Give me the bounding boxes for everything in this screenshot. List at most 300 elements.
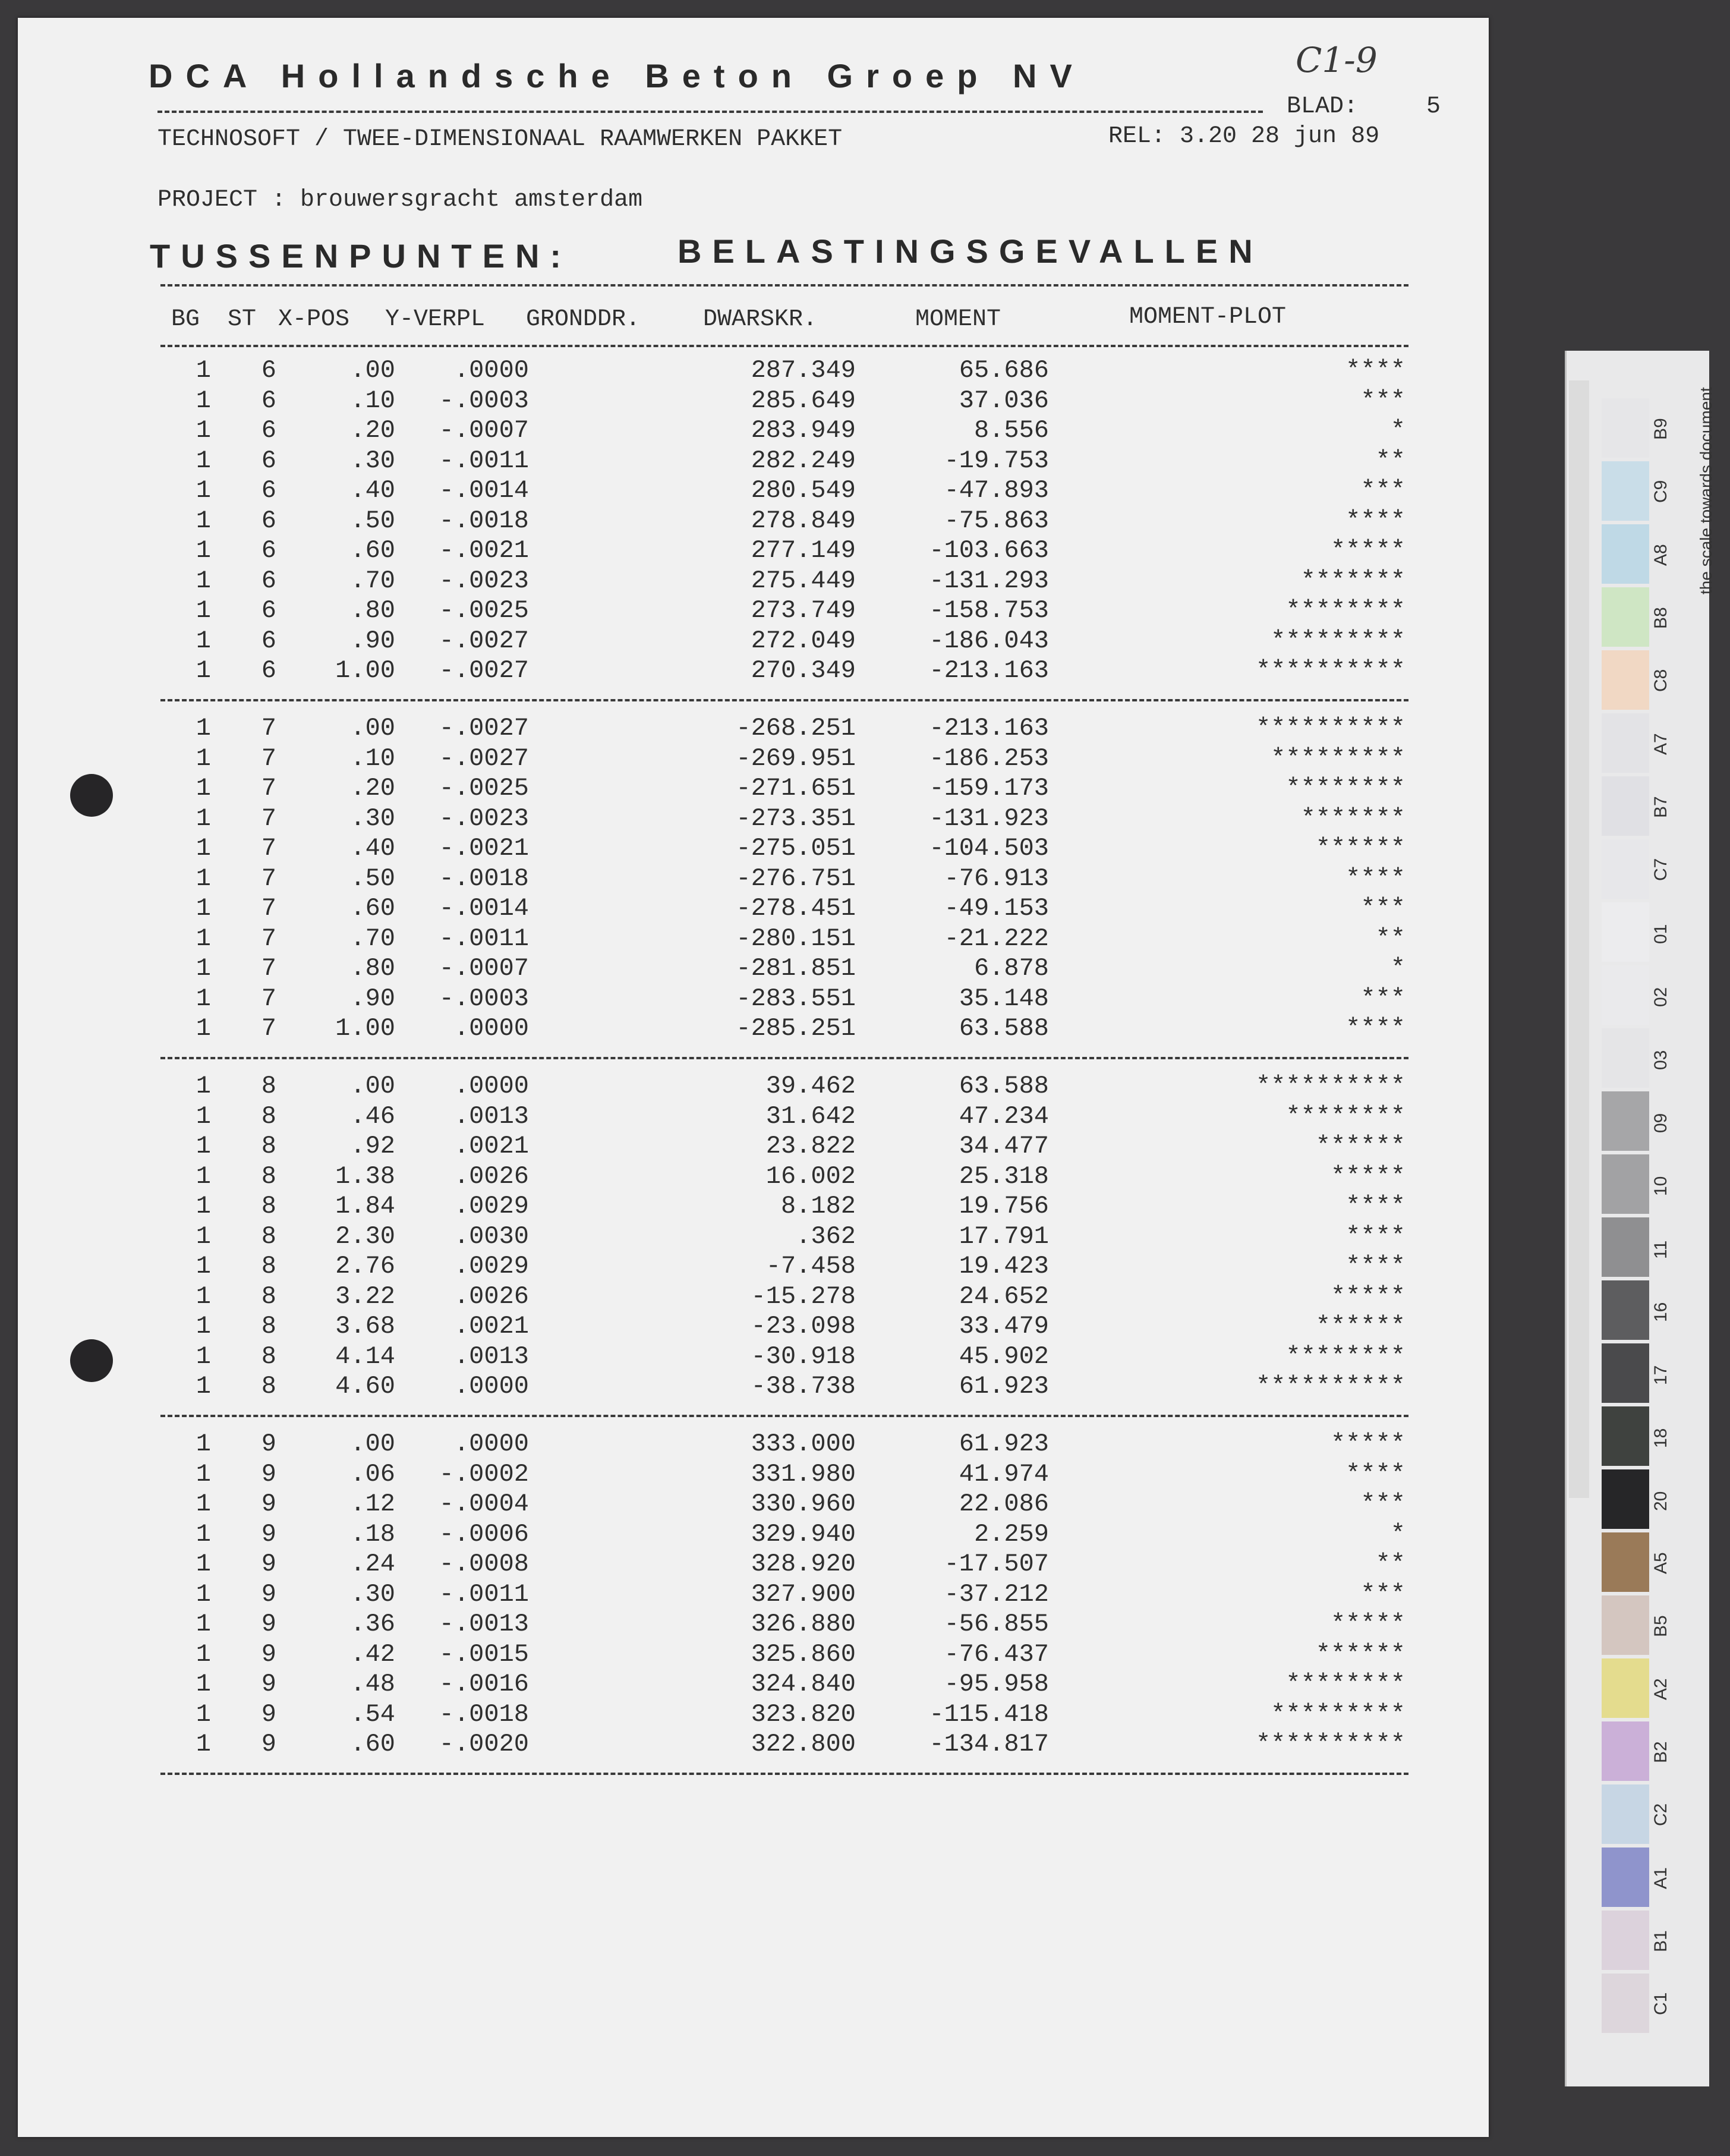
table-row <box>152 506 1406 536</box>
data-table-group <box>152 1071 1406 1402</box>
dwarskr-cell: 277.149 <box>751 536 856 565</box>
st-cell: 9 <box>261 1519 276 1548</box>
moment-plot-cell: ****** <box>1315 1639 1406 1669</box>
color-patch <box>1602 1532 1649 1592</box>
table-row <box>152 984 1406 1014</box>
dwarskr-cell: 329.940 <box>751 1519 856 1548</box>
bg-cell: 1 <box>196 1222 211 1251</box>
xpos-cell: .42 <box>350 1639 395 1669</box>
xpos-cell: 1.00 <box>335 1014 395 1043</box>
moment-cell: -134.817 <box>929 1730 1049 1758</box>
st-cell: 8 <box>261 1162 276 1191</box>
yverpl-cell: -.0004 <box>439 1490 529 1518</box>
st-cell: 7 <box>261 774 276 802</box>
xpos-cell: .10 <box>350 386 395 415</box>
yverpl-cell: -.0025 <box>439 596 529 625</box>
yverpl-cell: -.0003 <box>439 386 529 415</box>
moment-plot-cell: *** <box>1360 386 1406 415</box>
table-row <box>152 1729 1406 1760</box>
st-cell: 7 <box>261 714 276 742</box>
dwarskr-cell: 278.849 <box>751 506 856 535</box>
moment-plot-cell: ***** <box>1330 1610 1406 1638</box>
moment-cell: -17.507 <box>944 1550 1049 1578</box>
moment-cell: 61.923 <box>959 1430 1049 1458</box>
table-row <box>152 1639 1406 1670</box>
moment-plot-cell: ******* <box>1300 804 1406 833</box>
dwarskr-cell: 333.000 <box>751 1430 856 1458</box>
color-patch-label: A2 <box>1651 1678 1671 1700</box>
bg-cell: 1 <box>196 834 211 863</box>
moment-plot-cell: ******* <box>1300 566 1406 595</box>
table-row <box>152 1429 1406 1459</box>
moment-plot-cell: **** <box>1345 1459 1406 1488</box>
table-row <box>152 536 1406 566</box>
dwarskr-cell: 282.249 <box>751 446 856 475</box>
moment-cell: -115.418 <box>929 1699 1049 1729</box>
yverpl-cell: .0000 <box>453 1430 529 1458</box>
moment-cell: 63.588 <box>959 1072 1049 1100</box>
xpos-cell: .54 <box>350 1699 395 1729</box>
punch-hole <box>70 774 113 817</box>
bg-cell: 1 <box>196 1282 211 1311</box>
table-row <box>152 1699 1406 1730</box>
moment-plot-cell: **** <box>1345 1014 1406 1043</box>
bg-cell: 1 <box>196 1550 211 1578</box>
bg-cell: 1 <box>196 1132 211 1160</box>
table-row <box>152 1282 1406 1312</box>
table-row <box>152 1489 1406 1519</box>
header-divider <box>157 111 1263 113</box>
st-cell: 6 <box>261 386 276 415</box>
yverpl-cell: -.0013 <box>439 1610 529 1638</box>
moment-cell: 8.556 <box>973 416 1049 445</box>
color-patch <box>1602 1343 1649 1403</box>
xpos-cell: .20 <box>350 416 395 445</box>
moment-plot-cell: **** <box>1345 864 1406 893</box>
table-row <box>152 773 1406 804</box>
moment-cell: -104.503 <box>929 834 1049 863</box>
moment-cell: -37.212 <box>944 1579 1049 1609</box>
st-cell: 8 <box>261 1132 276 1160</box>
bg-cell: 1 <box>196 656 211 685</box>
bg-cell: 1 <box>196 954 211 983</box>
release-info: REL: 3.20 28 jun 89 <box>1108 123 1380 150</box>
moment-plot-cell: *** <box>1360 1490 1406 1518</box>
st-cell: 8 <box>261 1222 276 1251</box>
moment-plot-cell: **** <box>1345 1222 1406 1251</box>
st-cell: 6 <box>261 416 276 445</box>
moment-cell: -213.163 <box>929 714 1049 742</box>
yverpl-cell: .0026 <box>453 1162 529 1191</box>
moment-cell: 47.234 <box>959 1101 1049 1131</box>
dwarskr-cell: -15.278 <box>751 1282 856 1311</box>
bg-cell: 1 <box>196 1579 211 1609</box>
color-patch <box>1602 1406 1649 1466</box>
bg-cell: 1 <box>196 1670 211 1698</box>
dwarskr-cell: 324.840 <box>751 1670 856 1698</box>
col-header-moment-plot: MOMENT-PLOT <box>1129 304 1287 331</box>
yverpl-cell: .0013 <box>453 1342 529 1371</box>
moment-plot-cell: ******** <box>1285 1342 1406 1371</box>
table-row <box>152 1311 1406 1342</box>
table-row <box>152 1162 1406 1192</box>
dwarskr-cell: -285.251 <box>736 1014 856 1043</box>
table-row <box>152 355 1406 386</box>
xpos-cell: .36 <box>350 1610 395 1638</box>
bg-cell: 1 <box>196 1519 211 1548</box>
dwarskr-cell: -283.551 <box>736 984 856 1013</box>
ruler <box>1569 380 1589 1498</box>
dwarskr-cell: -268.251 <box>736 714 856 742</box>
st-cell: 9 <box>261 1639 276 1669</box>
color-patch <box>1602 398 1649 458</box>
moment-plot-cell: ********* <box>1271 626 1406 655</box>
moment-cell: 61.923 <box>959 1372 1049 1400</box>
moment-cell: -186.253 <box>929 744 1049 773</box>
st-cell: 7 <box>261 954 276 983</box>
dwarskr-cell: 327.900 <box>751 1579 856 1609</box>
color-patch-label: B2 <box>1651 1741 1671 1763</box>
moment-plot-cell: * <box>1390 954 1406 983</box>
bg-cell: 1 <box>196 1342 211 1371</box>
table-row <box>152 1609 1406 1639</box>
xpos-cell: .90 <box>350 626 395 655</box>
st-cell: 9 <box>261 1699 276 1729</box>
color-patch-label: B7 <box>1651 796 1671 818</box>
table-row <box>152 1222 1406 1252</box>
st-cell: 8 <box>261 1312 276 1340</box>
xpos-cell: .00 <box>350 714 395 742</box>
moment-plot-cell: ********** <box>1255 714 1406 742</box>
bg-cell: 1 <box>196 1101 211 1131</box>
bg-cell: 1 <box>196 1699 211 1729</box>
bg-cell: 1 <box>196 476 211 505</box>
moment-cell: 25.318 <box>959 1162 1049 1191</box>
color-patch <box>1602 1721 1649 1781</box>
dwarskr-cell: -273.351 <box>736 804 856 833</box>
bg-cell: 1 <box>196 1072 211 1100</box>
st-cell: 6 <box>261 626 276 655</box>
bg-cell: 1 <box>196 1192 211 1220</box>
color-patch-label: A8 <box>1651 544 1671 566</box>
st-cell: 7 <box>261 804 276 833</box>
st-cell: 7 <box>261 834 276 863</box>
bg-cell: 1 <box>196 894 211 923</box>
color-patch <box>1602 1658 1649 1718</box>
col-header-dwarskr: DWARSKR. <box>703 306 818 333</box>
st-cell: 7 <box>261 984 276 1013</box>
xpos-cell: 4.60 <box>335 1372 395 1400</box>
xpos-cell: .06 <box>350 1459 395 1488</box>
bg-cell: 1 <box>196 506 211 535</box>
dwarskr-cell: 273.749 <box>751 596 856 625</box>
col-header-bg: BG <box>171 306 200 333</box>
xpos-cell: .50 <box>350 506 395 535</box>
yverpl-cell: .0030 <box>453 1222 529 1251</box>
col-header-st: ST <box>228 306 257 333</box>
dwarskr-cell: 275.449 <box>751 566 856 595</box>
color-patch-label: C1 <box>1651 1992 1671 2015</box>
dwarskr-cell: -275.051 <box>736 834 856 863</box>
bg-cell: 1 <box>196 714 211 742</box>
moment-cell: -56.855 <box>944 1610 1049 1638</box>
dwarskr-cell: 330.960 <box>751 1490 856 1518</box>
color-patch-label: A5 <box>1651 1552 1671 1574</box>
moment-cell: 22.086 <box>959 1490 1049 1518</box>
yverpl-cell: .0000 <box>453 1014 529 1043</box>
color-patch-label: 16 <box>1651 1302 1671 1322</box>
color-patch <box>1602 1784 1649 1844</box>
bg-cell: 1 <box>196 356 211 385</box>
color-patch-label: 17 <box>1651 1365 1671 1385</box>
xpos-cell: 3.68 <box>335 1312 395 1340</box>
st-cell: 9 <box>261 1610 276 1638</box>
table-row <box>152 656 1406 686</box>
color-patch <box>1602 1280 1649 1340</box>
moment-cell: -103.663 <box>929 536 1049 565</box>
moment-cell: 34.477 <box>959 1132 1049 1160</box>
xpos-cell: .00 <box>350 356 395 385</box>
st-cell: 8 <box>261 1101 276 1131</box>
color-patch <box>1602 902 1649 962</box>
dwarskr-cell: 287.349 <box>751 356 856 385</box>
dwarskr-cell: 285.649 <box>751 386 856 415</box>
table-row <box>152 1101 1406 1132</box>
dwarskr-cell: -38.738 <box>751 1372 856 1400</box>
table-row <box>152 566 1406 596</box>
color-patch <box>1602 713 1649 773</box>
yverpl-cell: -.0023 <box>439 566 529 595</box>
xpos-cell: 2.76 <box>335 1252 395 1280</box>
yverpl-cell: .0013 <box>453 1101 529 1131</box>
bg-cell: 1 <box>196 1639 211 1669</box>
moment-plot-cell: *** <box>1360 894 1406 923</box>
color-patch <box>1602 524 1649 584</box>
dwarskr-cell: -281.851 <box>736 954 856 983</box>
table-row <box>152 596 1406 626</box>
xpos-cell: .00 <box>350 1072 395 1100</box>
table-row <box>152 476 1406 506</box>
moment-cell: 45.902 <box>959 1342 1049 1371</box>
color-patch <box>1602 587 1649 647</box>
group-divider <box>160 1773 1408 1775</box>
yverpl-cell: -.0003 <box>439 984 529 1013</box>
moment-plot-cell: ** <box>1375 446 1406 475</box>
table-row <box>152 1549 1406 1579</box>
yverpl-cell: .0000 <box>453 356 529 385</box>
color-patch-label: B1 <box>1651 1930 1671 1952</box>
st-cell: 6 <box>261 656 276 685</box>
dwarskr-cell: 16.002 <box>765 1162 856 1191</box>
moment-plot-cell: ******** <box>1285 596 1406 625</box>
color-patch <box>1602 1217 1649 1277</box>
col-header-xpos: X-POS <box>278 306 350 333</box>
moment-plot-cell: **** <box>1345 1192 1406 1220</box>
moment-plot-cell: ** <box>1375 1550 1406 1578</box>
col-header-yverpl: Y-VERPL <box>385 306 486 333</box>
st-cell: 6 <box>261 566 276 595</box>
moment-cell: -76.913 <box>944 864 1049 893</box>
moment-plot-cell: **** <box>1345 356 1406 385</box>
bg-cell: 1 <box>196 1730 211 1758</box>
moment-cell: 63.588 <box>959 1014 1049 1043</box>
st-cell: 7 <box>261 924 276 953</box>
dwarskr-cell: -271.651 <box>736 774 856 802</box>
moment-cell: 24.652 <box>959 1282 1049 1311</box>
moment-plot-cell: ***** <box>1330 536 1406 565</box>
table-row <box>152 1131 1406 1162</box>
dwarskr-cell: 272.049 <box>751 626 856 655</box>
yverpl-cell: -.0014 <box>439 894 529 923</box>
bg-cell: 1 <box>196 566 211 595</box>
moment-plot-cell: *** <box>1360 984 1406 1013</box>
bg-cell: 1 <box>196 864 211 893</box>
yverpl-cell: -.0014 <box>439 476 529 505</box>
moment-cell: -19.753 <box>944 446 1049 475</box>
moment-plot-cell: ********** <box>1255 1730 1406 1758</box>
st-cell: 7 <box>261 1014 276 1043</box>
xpos-cell: 1.00 <box>335 656 395 685</box>
moment-cell: 17.791 <box>959 1222 1049 1251</box>
table-row <box>152 804 1406 834</box>
group-divider <box>160 1415 1408 1417</box>
bg-cell: 1 <box>196 1162 211 1191</box>
st-cell: 9 <box>261 1730 276 1758</box>
yverpl-cell: .0026 <box>453 1282 529 1311</box>
color-patch-label: A7 <box>1651 733 1671 755</box>
moment-cell: 19.423 <box>959 1252 1049 1280</box>
company-title: DCA Hollandsche Beton Groep NV <box>149 57 1085 95</box>
table-row <box>152 924 1406 954</box>
moment-cell: -21.222 <box>944 924 1049 953</box>
yverpl-cell: -.0027 <box>439 744 529 773</box>
table-row <box>152 744 1406 774</box>
yverpl-cell: -.0021 <box>439 536 529 565</box>
handwritten-reference: C1-9 <box>1296 40 1378 80</box>
yverpl-cell: -.0007 <box>439 416 529 445</box>
st-cell: 6 <box>261 596 276 625</box>
yverpl-cell: -.0027 <box>439 714 529 742</box>
yverpl-cell: -.0023 <box>439 804 529 833</box>
dwarskr-cell: 323.820 <box>751 1699 856 1729</box>
yverpl-cell: -.0011 <box>439 446 529 475</box>
yverpl-cell: -.0016 <box>439 1670 529 1698</box>
moment-cell: 37.036 <box>959 386 1049 415</box>
bg-cell: 1 <box>196 1459 211 1488</box>
moment-plot-cell: * <box>1390 1519 1406 1548</box>
dwarskr-cell: -7.458 <box>765 1252 856 1280</box>
moment-plot-cell: ***** <box>1330 1162 1406 1191</box>
moment-cell: -159.173 <box>929 774 1049 802</box>
st-cell: 9 <box>261 1490 276 1518</box>
color-patch <box>1602 965 1649 1025</box>
yverpl-cell: -.0021 <box>439 834 529 863</box>
table-row <box>152 1071 1406 1101</box>
yverpl-cell: -.0006 <box>439 1519 529 1548</box>
color-patch-label: B8 <box>1651 607 1671 629</box>
color-patch <box>1602 461 1649 521</box>
bg-cell: 1 <box>196 1490 211 1518</box>
sheet-number: 5 <box>1426 93 1441 120</box>
moment-cell: 2.259 <box>973 1519 1049 1548</box>
yverpl-cell: -.0027 <box>439 626 529 655</box>
st-cell: 8 <box>261 1252 276 1280</box>
bg-cell: 1 <box>196 386 211 415</box>
dwarskr-cell: 39.462 <box>765 1072 856 1100</box>
xpos-cell: .90 <box>350 984 395 1013</box>
color-patch <box>1602 1154 1649 1214</box>
yverpl-cell: -.0015 <box>439 1639 529 1669</box>
st-cell: 9 <box>261 1459 276 1488</box>
xpos-cell: .80 <box>350 596 395 625</box>
table-row <box>152 833 1406 864</box>
moment-cell: -131.293 <box>929 566 1049 595</box>
moment-cell: -186.043 <box>929 626 1049 655</box>
yverpl-cell: -.0018 <box>439 864 529 893</box>
bg-cell: 1 <box>196 924 211 953</box>
section-title-right: BELASTINGSGEVALLEN <box>677 232 1263 270</box>
color-patch-label: C8 <box>1651 669 1671 692</box>
table-row <box>152 386 1406 416</box>
dwarskr-cell: 270.349 <box>751 656 856 685</box>
color-patch-label: 20 <box>1651 1491 1671 1511</box>
dwarskr-cell: 280.549 <box>751 476 856 505</box>
dwarskr-cell: 23.822 <box>765 1132 856 1160</box>
st-cell: 8 <box>261 1192 276 1220</box>
yverpl-cell: -.0018 <box>439 1699 529 1729</box>
table-row <box>152 1191 1406 1222</box>
xpos-cell: 3.22 <box>335 1282 395 1311</box>
yverpl-cell: -.0025 <box>439 774 529 802</box>
xpos-cell: .80 <box>350 954 395 983</box>
table-row <box>152 626 1406 656</box>
xpos-cell: .40 <box>350 834 395 863</box>
st-cell: 9 <box>261 1670 276 1698</box>
moment-plot-cell: ********** <box>1255 656 1406 685</box>
color-patch <box>1602 1091 1649 1151</box>
yverpl-cell: .0029 <box>453 1192 529 1220</box>
color-patch-label: 01 <box>1651 924 1671 944</box>
yverpl-cell: -.0011 <box>439 924 529 953</box>
bg-cell: 1 <box>196 416 211 445</box>
moment-plot-cell: * <box>1390 416 1406 445</box>
data-table-group <box>152 355 1406 686</box>
xpos-cell: .40 <box>350 476 395 505</box>
moment-plot-cell: ******** <box>1285 774 1406 802</box>
group-divider <box>160 1057 1408 1059</box>
moment-cell: -75.863 <box>944 506 1049 535</box>
dwarskr-cell: 331.980 <box>751 1459 856 1488</box>
moment-plot-cell: *** <box>1360 476 1406 505</box>
moment-cell: 33.479 <box>959 1312 1049 1340</box>
xpos-cell: .30 <box>350 446 395 475</box>
moment-plot-cell: ******** <box>1285 1670 1406 1698</box>
color-patch-label: 02 <box>1651 987 1671 1007</box>
moment-plot-cell: **** <box>1345 1252 1406 1280</box>
xpos-cell: .92 <box>350 1132 395 1160</box>
dwarskr-cell: 31.642 <box>765 1101 856 1131</box>
moment-plot-cell: *** <box>1360 1579 1406 1609</box>
table-row <box>152 1579 1406 1610</box>
dwarskr-cell: 8.182 <box>780 1192 856 1220</box>
moment-cell: -131.923 <box>929 804 1049 833</box>
yverpl-cell: -.0018 <box>439 506 529 535</box>
color-patch <box>1602 1847 1649 1907</box>
dwarskr-cell: -269.951 <box>736 744 856 773</box>
st-cell: 7 <box>261 744 276 773</box>
bg-cell: 1 <box>196 1610 211 1638</box>
st-cell: 6 <box>261 506 276 535</box>
